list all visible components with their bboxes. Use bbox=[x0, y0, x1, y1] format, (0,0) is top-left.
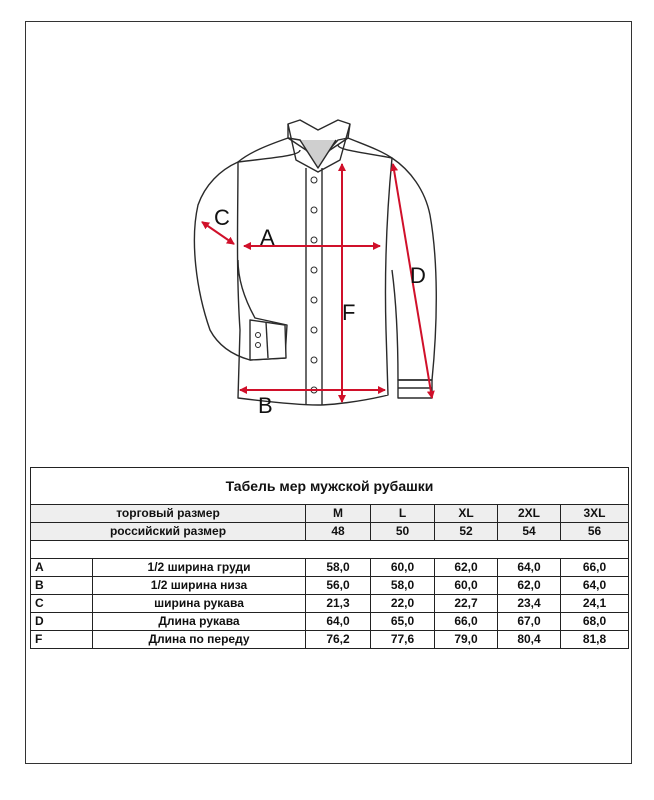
measure-name: 1/2 ширина низа bbox=[93, 577, 306, 595]
shirt-placket bbox=[306, 168, 322, 405]
measure-code: F bbox=[31, 631, 93, 649]
measure-value: 23,4 bbox=[498, 595, 561, 613]
label-b: B bbox=[258, 393, 273, 418]
measure-code: B bbox=[31, 577, 93, 595]
measure-code: C bbox=[31, 595, 93, 613]
measure-name: ширина рукава bbox=[93, 595, 306, 613]
spacer-row bbox=[31, 541, 629, 559]
russian-size-cell: 56 bbox=[561, 523, 629, 541]
measure-value: 60,0 bbox=[435, 577, 498, 595]
russian-size-label: российский размер bbox=[31, 523, 306, 541]
russian-size-row bbox=[31, 523, 629, 541]
table-row bbox=[31, 559, 629, 577]
measure-code: A bbox=[31, 559, 93, 577]
measure-value: 67,0 bbox=[498, 613, 561, 631]
measure-value: 65,0 bbox=[371, 613, 435, 631]
measure-code: D bbox=[31, 613, 93, 631]
shirt-buttons bbox=[256, 177, 318, 393]
measure-value: 81,8 bbox=[561, 631, 629, 649]
measure-value: 22,0 bbox=[371, 595, 435, 613]
trade-size-cell: 3XL bbox=[561, 505, 629, 523]
measure-value: 58,0 bbox=[306, 559, 371, 577]
russian-size-cell: 48 bbox=[306, 523, 371, 541]
measure-name: Длина рукава bbox=[93, 613, 306, 631]
russian-size-cell: 54 bbox=[498, 523, 561, 541]
measure-value: 80,4 bbox=[498, 631, 561, 649]
trade-size-cell: M bbox=[306, 505, 371, 523]
trade-size-cell: L bbox=[371, 505, 435, 523]
measure-value: 66,0 bbox=[435, 613, 498, 631]
label-c: C bbox=[214, 205, 230, 230]
measure-value: 64,0 bbox=[561, 577, 629, 595]
measure-value: 66,0 bbox=[561, 559, 629, 577]
trade-size-row bbox=[31, 505, 629, 523]
russian-size-cell: 50 bbox=[371, 523, 435, 541]
measure-value: 22,7 bbox=[435, 595, 498, 613]
label-a: A bbox=[260, 225, 275, 250]
russian-size-cell: 52 bbox=[435, 523, 498, 541]
label-f: F bbox=[342, 300, 356, 325]
measure-name: Длина по переду bbox=[93, 631, 306, 649]
measure-value: 58,0 bbox=[371, 577, 435, 595]
measure-value: 24,1 bbox=[561, 595, 629, 613]
measure-value: 64,0 bbox=[306, 613, 371, 631]
measure-value: 76,2 bbox=[306, 631, 371, 649]
size-table bbox=[30, 467, 629, 649]
measure-value: 79,0 bbox=[435, 631, 498, 649]
measure-name: 1/2 ширина груди bbox=[93, 559, 306, 577]
trade-size-cell: 2XL bbox=[498, 505, 561, 523]
trade-size-cell: XL bbox=[435, 505, 498, 523]
measure-value: 62,0 bbox=[435, 559, 498, 577]
measure-value: 62,0 bbox=[498, 577, 561, 595]
table-title: Табель мер мужской рубашки bbox=[31, 468, 629, 505]
trade-size-label: торговый размер bbox=[31, 505, 306, 523]
table-row bbox=[31, 595, 629, 613]
measure-value: 60,0 bbox=[371, 559, 435, 577]
table-row bbox=[31, 631, 629, 649]
table-row bbox=[31, 613, 629, 631]
measure-value: 21,3 bbox=[306, 595, 371, 613]
measure-value: 77,6 bbox=[371, 631, 435, 649]
label-d: D bbox=[410, 263, 426, 288]
measure-value: 56,0 bbox=[306, 577, 371, 595]
measure-value: 64,0 bbox=[498, 559, 561, 577]
measure-value: 68,0 bbox=[561, 613, 629, 631]
table-row bbox=[31, 577, 629, 595]
